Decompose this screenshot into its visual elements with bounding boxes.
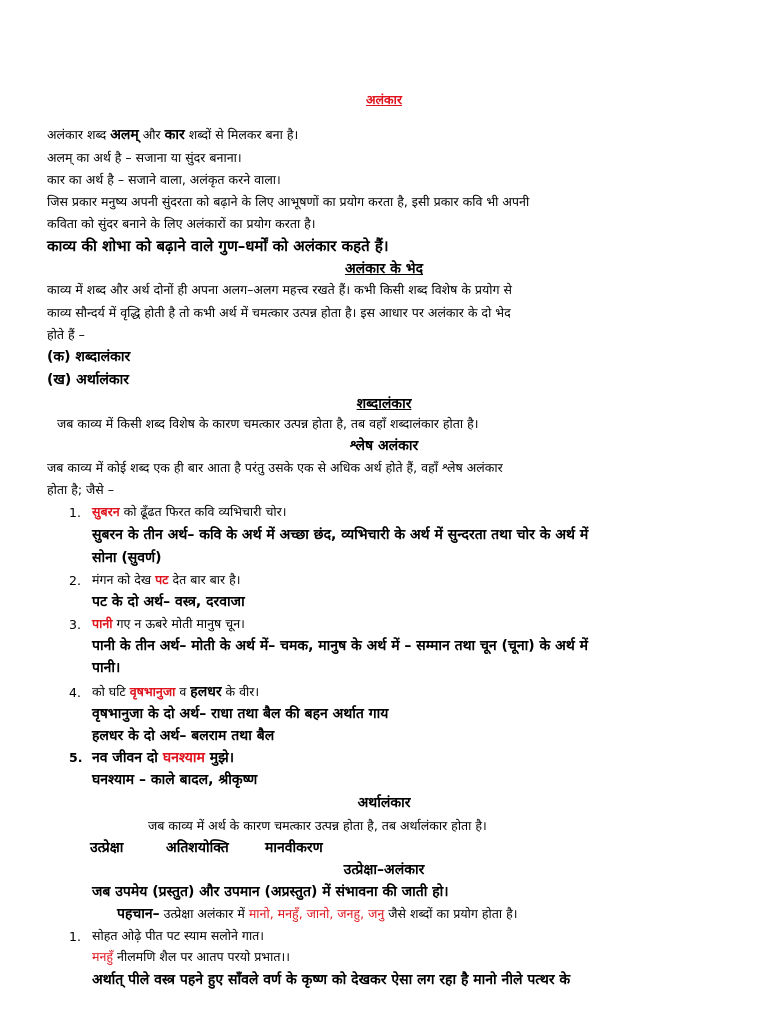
shlesh-meaning-4a: वृषभानुजा के दो अर्थ– राधा तथा बैल की बहन अर्थात गाय (92, 706, 389, 722)
pehchan-label: पहचान– (117, 906, 160, 922)
highlight-words: मानो, मनहुँ, जानो, जनहु, जनु (248, 906, 385, 921)
example-number: 1. (69, 505, 81, 520)
shabdalankar-line: जब काव्य में किसी शब्द विशेष के कारण चमत्कार उत्पन्न होता है, तब वहाँ शब्दालंकार होता है। (57, 416, 479, 431)
highlight-word: पानी (92, 616, 113, 631)
highlight-word: घनश्याम (162, 750, 205, 766)
intro-text: शब्दों से मिलकर बना है। (184, 127, 299, 142)
highlight-word: मनहुँ (92, 949, 114, 964)
intro-line-4: जिस प्रकार मनुष्य अपनी सुंदरता को बढ़ाने के लिए आभूषणों का प्रयोग करता है, इसी प्रकार कवि भी अपनी (47, 194, 530, 209)
bhed-type-2: (ख) अर्थालंकार (47, 372, 129, 388)
bhed-heading (0, 261, 768, 277)
utpreksha-pehchan (117, 906, 518, 922)
arthalankar-heading (0, 795, 768, 811)
pehchan-text: जैसे शब्दों का प्रयोग होता है। (384, 906, 518, 921)
example-text: नव जीवन दो (92, 750, 163, 766)
shlesh-example-1 (92, 504, 287, 520)
example-number: 3. (69, 617, 81, 632)
shlesh-meaning-1b: सोना (सुवर्ण) (92, 550, 162, 566)
shlesh-meaning-3a: पानी के तीन अर्थ– मोती के अर्थ में– चमक, मानुष के अर्थ में – सम्मान तथा चून (चूना) के अर्थ में (92, 638, 589, 654)
bold-word: हलधर (190, 684, 222, 700)
page-title (0, 92, 768, 108)
shlesh-example-4 (92, 684, 259, 700)
bhed-line-3: होते हैं – (47, 327, 85, 342)
utpreksha-example-line-1: सोहत ओढ़े पीत पट स्याम सलोने गात। (92, 928, 265, 943)
arthalankar-type-2: अतिशयोक्ति (166, 840, 229, 856)
arthalankar-line: जब काव्य में अर्थ के कारण चमत्कार उत्पन्न होता है, तब अर्थालंकार होता है। (148, 818, 487, 833)
term-alam: अलम् (110, 127, 139, 143)
example-number: 1. (69, 929, 81, 944)
title-text: अलंकार (366, 92, 402, 107)
highlight-word: पट (155, 572, 169, 587)
utpreksha-heading (0, 862, 768, 878)
shlesh-example-3 (92, 616, 245, 632)
intro-line-1 (47, 127, 298, 143)
shlesh-meaning-1a: सुबरन के तीन अर्थ– कवि के अर्थ में अच्छा छंद, व्यभिचारी के अर्थ में सुन्दरता तथा चोर के अर्थ में (92, 527, 589, 543)
definition: काव्य की शोभा को बढ़ाने वाले गुण–धर्मों को अलंकार कहते हैं। (47, 237, 389, 255)
example-number: 5. (69, 750, 83, 765)
example-text: को घटि (92, 684, 130, 699)
arthalankar-heading-text: अर्थालंकार (357, 795, 411, 811)
shlesh-heading-text: श्लेष अलंकार (349, 438, 419, 454)
example-text: व (175, 684, 191, 699)
example-text: गए न ऊबरे मोती मानुष चून। (112, 616, 245, 631)
shlesh-meaning-2: पट के दो अर्थ– वस्त्र, दरवाजा (92, 594, 245, 610)
pehchan-text: उत्प्रेक्षा अलंकार में (159, 906, 249, 921)
example-text: मंगन को देख (92, 572, 156, 587)
utpreksha-definition: जब उपमेय (प्रस्तुत) और उपमान (अप्रस्तुत) में संभावना की जाती हो। (92, 884, 449, 900)
highlight-word: वृषभानुजा (129, 684, 176, 699)
example-number: 4. (69, 685, 81, 700)
example-text: को ढूँढत फिरत कवि व्यभिचारी चोर। (119, 504, 287, 519)
utpreksha-meaning: अर्थात् पीले वस्त्र पहने हुए साँवले वर्ण के कृष्ण को देखकर ऐसा लग रहा है मानो नीले पत्थर के (92, 972, 571, 988)
shlesh-meaning-4b: हलधर के दो अर्थ– बलराम तथा बैल (92, 728, 275, 744)
intro-text: और (138, 127, 165, 142)
shabdalankar-heading (0, 396, 768, 412)
shlesh-example-5 (92, 750, 234, 766)
intro-line-5: कविता को सुंदर बनाने के लिए अलंकारों का प्रयोग करता है। (47, 216, 316, 231)
shabdalankar-heading-text: शब्दालंकार (356, 396, 412, 412)
shlesh-heading (0, 438, 768, 454)
arthalankar-type-3: मानवीकरण (265, 840, 323, 856)
bhed-heading-text: अलंकार के भेद (344, 261, 424, 277)
example-number: 2. (69, 573, 81, 588)
example-text: नीलमणि शैल पर आतप परयो प्रभात।। (113, 949, 290, 964)
example-text: देत बार बार है। (168, 572, 241, 587)
utpreksha-heading-text: उत्प्रेक्षा–अलंकार (343, 862, 425, 878)
highlight-word: सुबरन (92, 504, 120, 519)
arthalankar-type-1: उत्प्रेक्षा (90, 840, 124, 856)
shlesh-line-2: होता है; जैसे – (47, 482, 114, 497)
intro-line-2: अलम् का अर्थ है – सजाना या सुंदर बनाना। (47, 150, 242, 165)
term-kar: कार (164, 127, 185, 143)
utpreksha-example-line-2 (92, 949, 290, 965)
shlesh-example-2 (92, 572, 241, 588)
intro-line-3: कार का अर्थ है – सजाने वाला, अलंकृत करने वाला। (47, 172, 281, 187)
example-text: के वीर। (221, 684, 260, 699)
example-text: मुझे। (204, 750, 235, 766)
bhed-line-1: काव्य में शब्द और अर्थ दोनों ही अपना अलग–अलग महत्त्व रखते हैं। कभी किसी शब्द विशेष के प्रयोग से (47, 282, 512, 297)
shlesh-line-1: जब काव्य में कोई शब्द एक ही बार आता है परंतु उसके एक से अधिक अर्थ होते हैं, वहाँ श्लेष अलंकार (47, 460, 503, 475)
bhed-line-2: काव्य सौन्दर्य में वृद्धि होती है तो कभी अर्थ में चमत्कार उत्पन्न होता है। इस आधार पर अलंकार के दो भेद (47, 305, 511, 320)
bhed-type-1: (क) शब्दालंकार (47, 349, 131, 365)
shlesh-meaning-3b: पानी। (92, 660, 121, 676)
shlesh-meaning-5: घनश्याम – काले बादल, श्रीकृष्ण (92, 772, 258, 788)
intro-text: अलंकार शब्द (47, 127, 111, 142)
